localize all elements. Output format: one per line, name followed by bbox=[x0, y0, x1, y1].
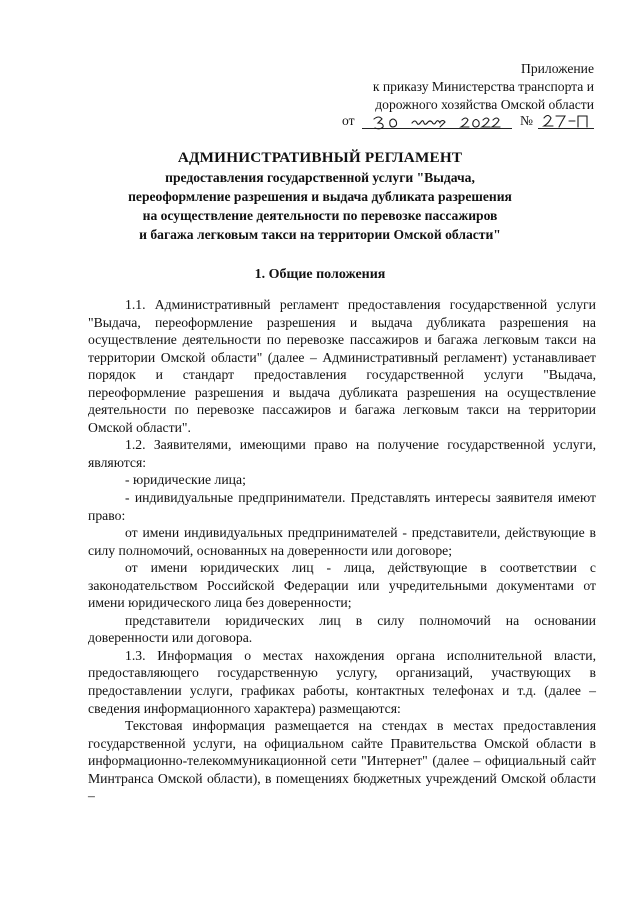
document-subtitle bbox=[60, 168, 580, 244]
list-item: - индивидуальные предприниматели. Представлять интересы заявителя имеют право: bbox=[88, 490, 596, 523]
subtitle-line: переоформление разрешения и выдача дубликата разрешения bbox=[128, 189, 512, 204]
subtitle-line: предоставления государственной услуги "Выдача, bbox=[165, 170, 475, 185]
date-label: от bbox=[342, 113, 355, 128]
list-item: - юридические лица; bbox=[125, 472, 246, 488]
document-body bbox=[88, 296, 596, 805]
subtitle-line: на осуществление деятельности по перевозке пассажиров bbox=[142, 208, 498, 223]
paragraph: Текстовая информация размещается на стендах в местах предоставления государственной услуги, на официальном сайте Правительства Омской области в информационно-телекоммуникационной сети "Интернет" (далее – официальный сайт Минтранса Омской области), в помещениях бюджетных учреждений Омской области – bbox=[88, 718, 596, 804]
document-title-block bbox=[60, 148, 580, 244]
subtitle-line: и багажа легковым такси на территории Омской области" bbox=[139, 227, 501, 242]
page-bottom-mask bbox=[88, 878, 596, 905]
appendix-order-line: к приказу Министерства транспорта и bbox=[372, 79, 594, 94]
appendix-ministry-line: дорожного хозяйства Омской области bbox=[375, 97, 594, 112]
handwritten-number bbox=[540, 111, 594, 131]
paragraph: от имени индивидуальных предпринимателей - представители, действующие в силу полномочий, основанных на доверенности или договоре; bbox=[88, 525, 596, 558]
number-label: № bbox=[520, 113, 533, 128]
appendix-header bbox=[330, 60, 594, 114]
section-heading: 1. Общие положения bbox=[254, 267, 386, 282]
document-title: АДМИНИСТРАТИВНЫЙ РЕГЛАМЕНТ bbox=[177, 149, 463, 166]
paragraph: от имени юридических лиц - лица, действующие в соответствии с законодательством Российской Федерации или учредительными документами от имени юридического лица без доверенности; bbox=[88, 560, 596, 611]
paragraph-1-3: 1.3. Информация о местах нахождения органа исполнительной власти, предоставляющего государственную услугу, организаций, участвующих в предоставлении услуги, графиках работы, контактных телефонах и т.д. (далее – сведения информационного характера) размещаются: bbox=[88, 647, 596, 716]
paragraph: представители юридических лиц в силу полномочий на основании доверенности или договора. bbox=[88, 612, 596, 646]
appendix-title: Приложение bbox=[521, 61, 594, 76]
handwritten-date bbox=[370, 113, 510, 131]
order-date-number-line bbox=[342, 113, 596, 133]
paragraph-1-1: 1.1. Административный регламент предоставления государственной услуги "Выдача, переоформление разрешения и выдача дубликата разрешения на осуществление деятельности по перевозке пассажиров и багажа легковым такси на территории Омской области" (далее – Административный регламент) устанавливает порядок и стандарт предоставления государственной услуги "Выдача, переоформление разрешения и выдача дубликата разрешения на осуществление деятельности по перевозке пассажиров и багажа легковым такси на территории Омской области". bbox=[88, 297, 596, 435]
paragraph-1-2: 1.2. Заявителями, имеющими право на получение государственной услуги, являются: bbox=[88, 437, 596, 470]
